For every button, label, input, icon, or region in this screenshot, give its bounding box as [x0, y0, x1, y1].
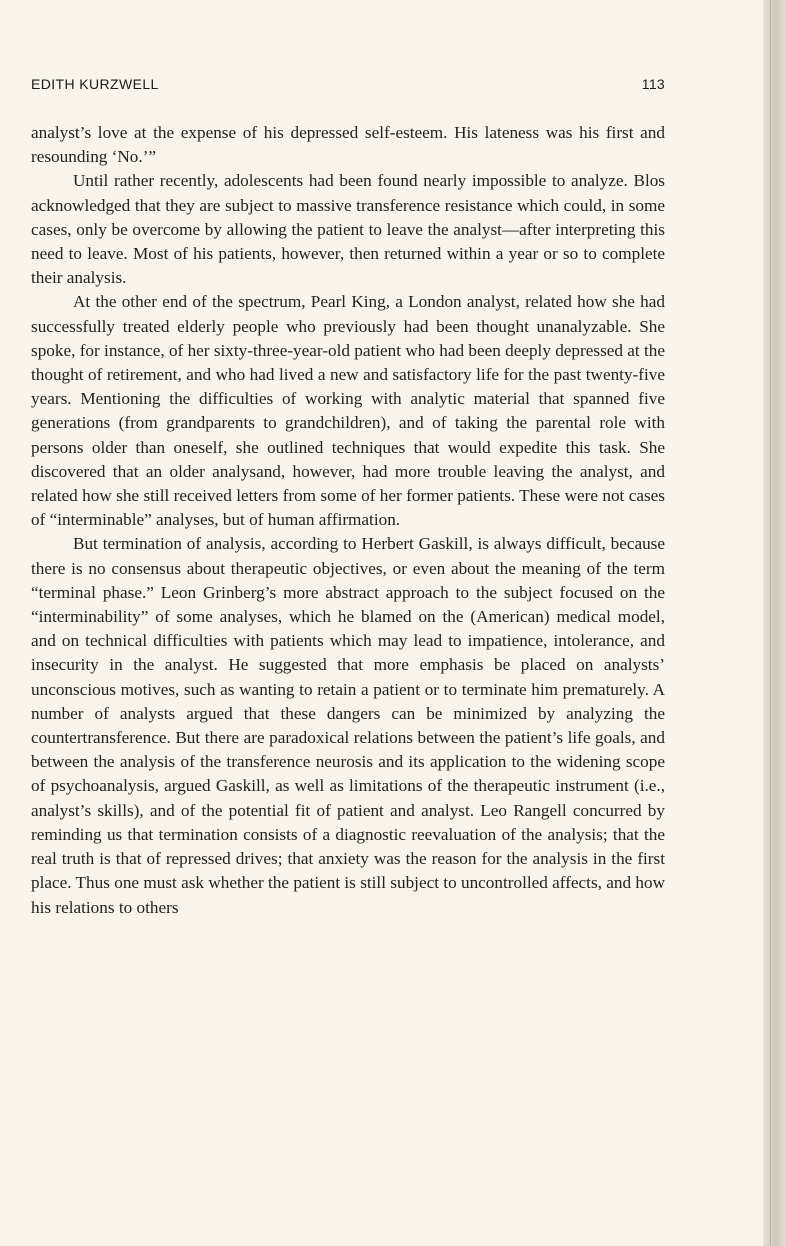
page-edge-shadow: [763, 0, 785, 1246]
page-edge-line: [770, 0, 771, 1246]
paragraph-adolescents: Until rather recently, adolescents had been found nearly impossible to analyze. Blos acknowledged that they are subject to massive transference resistance which could, in some cases, only be overcome by allowing the patient to leave the analyst—after interpreting this need to leave. Most of his patients, however, then returned within a year or so to complete their analysis.: [31, 171, 665, 288]
page-number: 113: [641, 76, 665, 92]
running-head: EDITH KURZWELL: [31, 76, 159, 92]
paragraph-termination: But termination of analysis, according to Herbert Gaskill, is always difficult, because there is no consensus about therapeutic objectives, or even about the meaning of the term “terminal phase.” Leon Grinberg’s more abstract approach to the subject focused on the “interminability” of some analyses, which he blamed on the (American) medical model, and on technical difficulties with patients which may lead to impatience, intolerance, and insecurity in the analyst. He suggested that more emphasis be placed on analysts’ unconscious motives, such as wanting to retain a patient or to terminate him prematurely. A number of analysts argued that these dangers can be minimized by analyzing the countertransference. But there are paradoxical relations between the patient’s life goals, and between the analysis of the transference neurosis and its application to the widening scope of psychoanalysis, argued Gaskill, as well as limitations of the therapeutic instrument (i.e., analyst’s skills), and of the potential fit of patient and analyst. Leo Rangell concurred by reminding us that termination consists of a diagnostic reevaluation of the analysis; that the real truth is that of repressed drives; that anxiety was the reason for the analysis in the first place. Thus one must ask whether the patient is still subject to uncontrolled affects, and how his relations to others: [31, 534, 665, 917]
paragraph-continuation: analyst’s love at the expense of his depressed self-esteem. His lateness was his first and resounding ‘No.’”: [31, 123, 665, 167]
body-text: [31, 121, 665, 920]
page-header: [31, 76, 665, 96]
paragraph-elderly-patients: At the other end of the spectrum, Pearl King, a London analyst, related how she had successfully treated elderly people who previously had been thought unanalyzable. She spoke, for instance, of her sixty-three-year-old patient who had been deeply depressed at the thought of retirement, and who had lived a new and satisfactory life for the past twenty-five years. Mentioning the difficulties of working with analytic material that spanned five generations (from grandparents to grandchildren), and of taking the parental role with persons older than oneself, she outlined techniques that would expedite this task. She discovered that an older analysand, however, had more trouble leaving the analyst, and related how she still received letters from some of her former patients. These were not cases of “interminable” analyses, but of human affirmation.: [31, 292, 665, 530]
